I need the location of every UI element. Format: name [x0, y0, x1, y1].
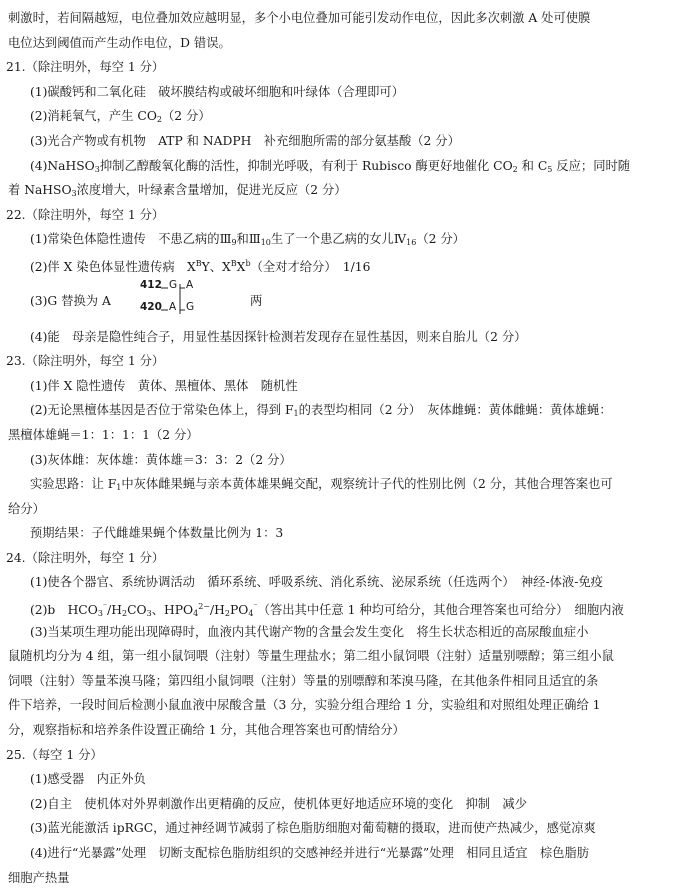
base-pair-answer [6, 277, 686, 325]
answer-line: (2)自主 使机体对外界刺激作出更精确的反应，使机体更好地适应环境的变化 抑制 减少 [30, 796, 527, 811]
subscript: 1 [293, 409, 299, 419]
answer-line: 预期结果：子代雌雄果蝇个体数量比例为 1：3 [30, 526, 284, 541]
subscript: 2 [224, 609, 230, 619]
answer-line: (3)当某项生理功能出现障碍时，血液内其代谢产物的含量会发生变化 将生长状态相近的高尿酸血症小 [30, 624, 589, 639]
text-run: (4)NaHSO [30, 158, 95, 173]
answer-line: (3)蓝光能激活 ipRGC，通过神经调节减弱了棕色脂肪细胞对葡萄糖的摄取，进而使产热减少，感觉凉爽 [30, 821, 596, 836]
base-letter: G [169, 278, 178, 291]
text-run: 中灰体雌果蝇与亲本黄体雄果蝇交配，观察统计子代的性别比例（2 分，其他合理答案也可 [121, 477, 613, 492]
text-run: 着 NaHSO [8, 183, 72, 198]
base-letter: G [186, 300, 195, 313]
superscript: ⁻ [253, 602, 258, 612]
subscript: 3 [71, 189, 77, 199]
subscript: 3 [97, 609, 103, 619]
superscript: 2− [198, 602, 210, 612]
answer-line: 分，观察指标和培养条件设置正确给 1 分，其他合理答案也可酌情给分） [8, 723, 405, 738]
answer-line [6, 154, 686, 179]
answer-line: (4)能 母亲是隐性纯合子，用显性基因探针检测若发现存在显性基因，则来自胎儿（2 分） [30, 329, 527, 344]
text-run: （2 分） [416, 232, 465, 247]
text-run: 、HPO [151, 603, 194, 618]
text-run: PO [229, 603, 249, 618]
question-heading: 25.（每空 1 分） [6, 747, 103, 762]
text-run: 和 C [517, 158, 548, 173]
text-run: （全对才给分） 1/16 [250, 259, 371, 274]
answer-line [6, 252, 686, 277]
subscript: 1 [116, 483, 122, 493]
answer-line: 细胞产热量 [8, 870, 70, 885]
subscript: 4 [193, 609, 199, 619]
text-run: (2)无论黑檀体基因是否位于常染色体上，得到 F [30, 403, 294, 418]
answer-line [6, 398, 686, 423]
base-letter: A [186, 278, 194, 291]
base-pair-figure [140, 279, 230, 323]
answer-line: 给分） [8, 501, 45, 516]
answer-line [6, 227, 686, 252]
answer-line: (1)碳酸钙和二氧化硅 破坏膜结构或破坏细胞和叶绿体（合理即可） [30, 84, 405, 99]
answer-line [6, 104, 686, 129]
subscript: 2 [512, 164, 518, 174]
text-run: (2)伴 X 染色体显性遗传病 X [30, 259, 196, 274]
text-run: Y、X [201, 259, 231, 274]
subscript: 9 [231, 238, 237, 248]
text-line: 电位达到阈值而产生动作电位，D 错误。 [8, 35, 231, 50]
text-run: 和Ⅲ [236, 232, 261, 247]
answer-line: (1)感受器 内正外负 [30, 772, 146, 787]
text-run: 抑制乙醇酸氧化酶的活性，抑制光呼吸，有利于 Rubisco 酶更好地催化 CO [99, 158, 513, 173]
text-line: 刺激时，若间隔越短，电位叠加效应越明显，多个小电位叠加可能引发动作电位，因此多次刺激 A 处可使膜 [8, 11, 591, 25]
superscript: b [245, 258, 251, 268]
position-number: 420 [140, 300, 162, 313]
subscript: 2 [122, 609, 128, 619]
answer-line: (1)伴 X 隐性遗传 黄体、黑檀体、黑体 随机性 [30, 378, 298, 393]
answer-line: 鼠随机均分为 4 组，第一组小鼠饲喂（注射）等量生理盐水；第二组小鼠饲喂（注射）适量别嘌醇；第三组小鼠 [8, 649, 614, 664]
question-heading: 21.（除注明外，每空 1 分） [6, 60, 165, 75]
text-run: 实验思路：让 F [30, 477, 117, 492]
subscript: 3 [146, 609, 152, 619]
text-run: (1)常染色体隐性遗传 不患乙病的Ⅲ [30, 232, 232, 247]
subscript: 16 [406, 238, 417, 248]
answer-text: 两 [250, 293, 263, 308]
superscript: B [230, 258, 237, 268]
text-run: /H [209, 603, 225, 618]
subscript: 3 [94, 164, 100, 174]
text-run: CO [127, 603, 147, 618]
text-run: X [236, 259, 246, 274]
position-number: 412 [140, 278, 162, 291]
text-run: （答出其中任意 1 种均可给分，其他合理答案也可给分） 细胞内液 [257, 603, 624, 618]
text-run: （2 分） [162, 109, 211, 124]
base-letter: A [169, 300, 177, 313]
question-heading: 24.（除注明外，每空 1 分） [6, 550, 165, 565]
answer-line: (3)光合产物或有机物 ATP 和 NADPH 补充细胞所需的部分氨基酸（2 分） [30, 133, 460, 148]
answer-label: (3)G 替换为 A [30, 293, 111, 308]
answer-line: 饲喂（注射）等量苯溴马隆；第四组小鼠饲喂（注射）等量的别嘌醇和苯溴马隆，在其他条件相同且适宜的条 [8, 673, 599, 688]
answer-line: 件下培养，一段时间后检测小鼠血液中尿酸含量（3 分，实验分组合理给 1 分，实验组和对照组处理正确给 1 [8, 698, 601, 713]
text-run: 生了一个患乙病的女儿Ⅳ [270, 232, 407, 247]
text-run: 的表型均相同（2 分） 灰体雌蝇：黄体雌蝇：黄体雄蝇： [298, 403, 612, 418]
text-run: (2)消耗氧气，产生 CO [30, 109, 157, 124]
superscript: ⁻ [102, 602, 108, 612]
answer-line [6, 595, 686, 620]
question-heading: 23.（除注明外，每空 1 分） [6, 354, 165, 369]
text-run: 浓度增大，叶绿素含量增加，促进光反应（2 分） [76, 183, 347, 198]
question-heading: 22.（除注明外，每空 1 分） [6, 207, 165, 222]
text-run: 反应；同时随 [552, 158, 631, 173]
subscript: 4 [248, 609, 254, 619]
subscript: 10 [260, 238, 271, 248]
answer-line: 黑檀体雄蝇＝1：1：1：1（2 分） [8, 427, 199, 442]
answer-line [6, 472, 686, 497]
subscript: 5 [547, 164, 553, 174]
text-run: (2)b HCO [30, 603, 98, 618]
superscript: B [195, 258, 202, 268]
answer-line: (1)使各个器官、系统协调活动 循环系统、呼吸系统、消化系统、泌尿系统（任选两个） 神经-体液-免疫 [30, 575, 603, 590]
text-run: /H [107, 603, 123, 618]
answer-line: (4)进行“光暴露”处理 切断支配棕色脂肪组织的交感神经并进行“光暴露”处理 相同且适宜 棕色脂肪 [30, 846, 590, 860]
answer-line: (3)灰体雌：灰体雄：黄体雄＝3：3：2（2 分） [30, 452, 292, 467]
subscript: 2 [156, 115, 162, 125]
answer-line [6, 178, 686, 203]
